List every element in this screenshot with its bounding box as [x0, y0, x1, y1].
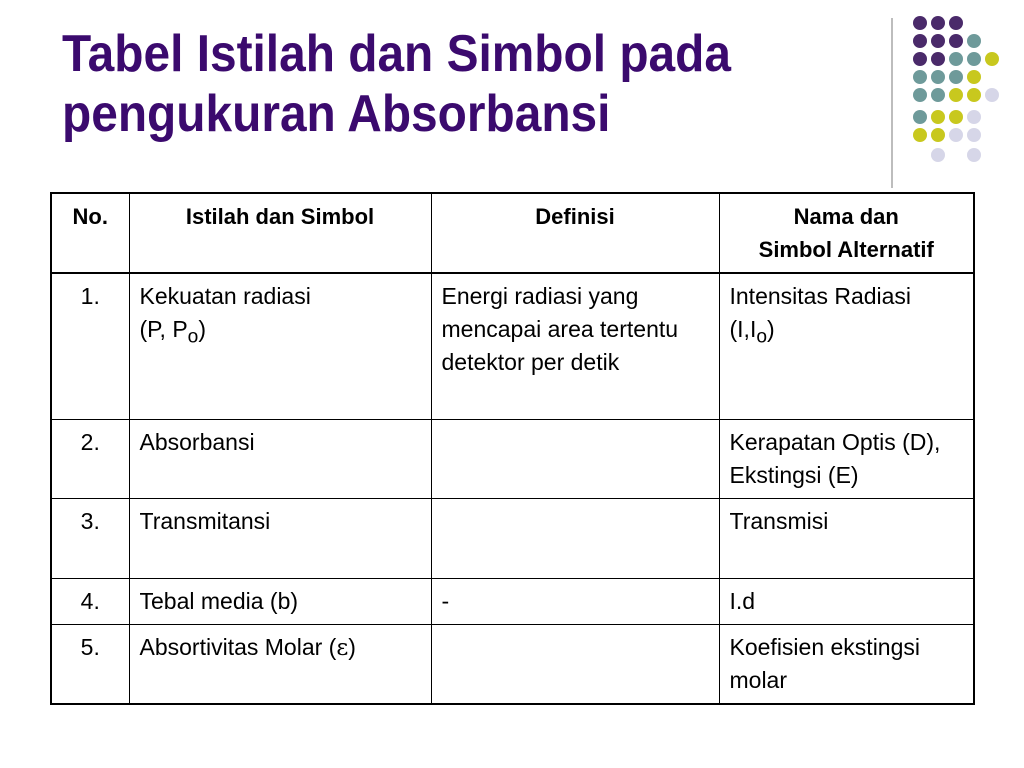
- cell-no: 5.: [51, 624, 129, 704]
- alt-symbol: $(I,I_o)$: [729, 316, 775, 348]
- table-header-row: [51, 193, 974, 273]
- decorative-dot: [967, 70, 981, 84]
- decorative-dot: [913, 52, 927, 66]
- decorative-dot: [931, 70, 945, 84]
- decorative-dot: [931, 110, 945, 124]
- alt-line-1: Intensitas Radiasi: [729, 283, 912, 309]
- decorative-dot: [913, 88, 927, 102]
- decorative-dot: [967, 128, 981, 142]
- cell-term: [129, 273, 431, 419]
- header-alt-line-2: Simbol Alternatif: [758, 237, 934, 262]
- decorative-dot: [967, 148, 981, 162]
- decorative-dot: [913, 34, 927, 48]
- header-alternative: [719, 193, 974, 273]
- decorative-dot: [931, 52, 945, 66]
- epsilon-symbol: ε: [336, 634, 349, 661]
- header-no: No.: [51, 193, 129, 273]
- cell-alternative: Koefisien ekstingsi molar: [719, 624, 974, 704]
- cell-alternative: Kerapatan Optis (D), Ekstingsi (E): [719, 419, 974, 498]
- cell-no: 3.: [51, 498, 129, 578]
- cell-definition: [431, 419, 719, 498]
- decorative-dot: [913, 70, 927, 84]
- decorative-dot: [967, 110, 981, 124]
- decorative-dot: [913, 110, 927, 124]
- decorative-dot: [931, 148, 945, 162]
- table-row: [51, 419, 974, 498]
- decorative-vertical-rule: [891, 18, 893, 188]
- decorative-dot: [949, 52, 963, 66]
- term-line-1: Kekuatan radiasi: [139, 283, 311, 309]
- cell-definition: -: [431, 578, 719, 624]
- cell-alternative: Transmisi: [719, 498, 974, 578]
- cell-definition: [431, 498, 719, 578]
- decorative-dot: [931, 88, 945, 102]
- header-alt-line-1: Nama dan: [793, 204, 899, 229]
- table-row: [51, 498, 974, 578]
- cell-alternative: I.d: [719, 578, 974, 624]
- terms-table: [50, 192, 975, 705]
- page-title: [62, 24, 798, 144]
- decorative-dot: [985, 88, 999, 102]
- decorative-dot: [949, 110, 963, 124]
- cell-no: 2.: [51, 419, 129, 498]
- cell-term: Tebal media (b): [129, 578, 431, 624]
- decorative-dot: [913, 128, 927, 142]
- cell-term: Transmitansi: [129, 498, 431, 578]
- decorative-dot: [967, 34, 981, 48]
- cell-no: 4.: [51, 578, 129, 624]
- header-definition: Definisi: [431, 193, 719, 273]
- term-symbol: (P, $P_o$): [139, 316, 206, 348]
- table-row: [51, 273, 974, 419]
- header-term: Istilah dan Simbol: [129, 193, 431, 273]
- decorative-dot: [931, 128, 945, 142]
- decorative-dot: [967, 88, 981, 102]
- table-row: [51, 578, 974, 624]
- decorative-dot: [967, 52, 981, 66]
- decorative-dot: [931, 34, 945, 48]
- title-line-1: Tabel Istilah dan Simbol pada: [62, 25, 731, 83]
- decorative-dot: [985, 52, 999, 66]
- cell-no: 1.: [51, 273, 129, 419]
- decorative-dot: [949, 70, 963, 84]
- decorative-dot: [949, 128, 963, 142]
- title-line-2: pengukuran Absorbansi: [62, 85, 611, 143]
- decorative-dot: [913, 16, 927, 30]
- cell-term: Absorbansi: [129, 419, 431, 498]
- cell-definition: Energi radiasi yang mencapai area tertentu detektor per detik: [431, 273, 719, 419]
- decorative-dot: [949, 34, 963, 48]
- decorative-dot: [949, 88, 963, 102]
- table-row: [51, 624, 974, 704]
- cell-term: Absortivitas Molar (ε): [129, 624, 431, 704]
- decorative-dot: [949, 16, 963, 30]
- decorative-dot: [931, 16, 945, 30]
- cell-definition: [431, 624, 719, 704]
- cell-alternative: [719, 273, 974, 419]
